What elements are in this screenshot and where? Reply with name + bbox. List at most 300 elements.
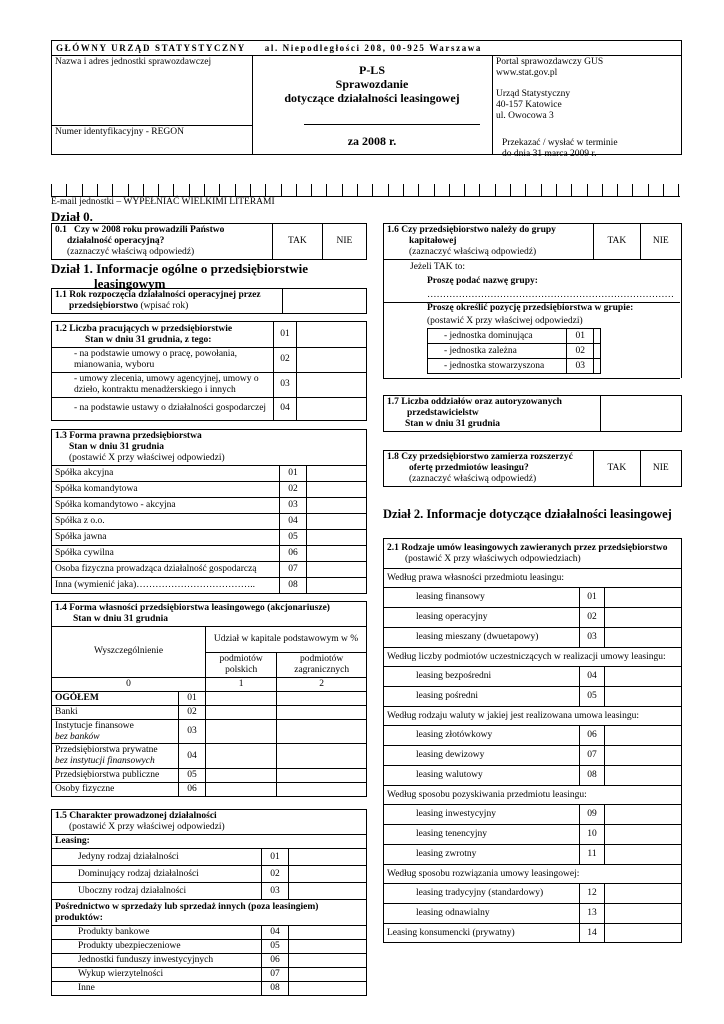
q12-row-input[interactable] [297, 397, 367, 420]
office-1: Urząd Statystyczny [496, 89, 571, 99]
row-input[interactable] [605, 845, 682, 865]
q16-table [383, 223, 682, 260]
row-label: leasing mieszany (dwuetapowy) [384, 628, 580, 648]
email-char-box [495, 184, 496, 196]
row-input[interactable] [307, 497, 367, 513]
q18-nie[interactable]: NIE [640, 451, 681, 487]
row-code: 01 [280, 465, 307, 481]
table-row [428, 344, 601, 359]
form-title-2: dotyczące działalności leasingowej [284, 91, 460, 105]
row-input[interactable] [605, 588, 682, 608]
row-input[interactable] [307, 561, 367, 577]
q18-text-1: 1.8 Czy przedsiębiorstwo zamierza rozszerzyć [387, 452, 573, 463]
table-row [384, 588, 682, 608]
row-label [52, 744, 179, 769]
row-label: - jednostka stowarzyszona [428, 359, 567, 374]
row-label: leasing odnawialny [384, 904, 580, 924]
row-code: 03 [179, 719, 206, 744]
table-row [52, 513, 367, 529]
row-code: 05 [280, 529, 307, 545]
row-input[interactable] [289, 883, 367, 900]
row-code: 03 [567, 359, 594, 374]
row-label: Osoba fizyczna prowadząca działalność gospodarczą [52, 561, 280, 577]
row-label: Jednostki funduszy inwestycyjnych [52, 954, 262, 968]
group-header: Według liczby podmiotów uczestniczących w realizacji umowy leasingu: [384, 648, 682, 667]
row-input[interactable] [289, 940, 367, 954]
q12-row-input[interactable] [297, 348, 367, 373]
row-label: Produkty bankowe [52, 926, 262, 940]
q12-row-label: - na podstawie umowy o pracę, powołania, mianowania, wyboru [52, 348, 274, 373]
q18-table [383, 450, 682, 487]
q16-if: Jeżeli TAK to: [410, 262, 465, 272]
email-char-box [128, 184, 129, 196]
row-code: 04 [280, 513, 307, 529]
group-header: Według sposobu rozwiązania umowy leasingowej: [384, 865, 682, 884]
q17-text-2: przedstawicielstw [407, 407, 479, 418]
email-char-box [403, 184, 404, 196]
row-code: 13 [580, 904, 605, 924]
row-label: leasing finansowy [384, 588, 580, 608]
q14-col0: 0 [52, 677, 206, 691]
row-input[interactable] [594, 359, 601, 374]
q16-text-1: 1.6 Czy przedsiębiorstwo należy do grupy [387, 225, 556, 236]
email-char-box [663, 184, 664, 196]
group-header: Według prawa własności przedmiotu leasingu: [384, 569, 682, 588]
dzial0-title: Dział 0. [51, 209, 93, 224]
row-input[interactable] [605, 628, 682, 648]
row-label: Uboczny rodzaj działalności [52, 883, 262, 900]
row-input[interactable] [277, 719, 367, 744]
email-char-box [587, 184, 588, 196]
row-code: 05 [262, 940, 289, 954]
q14-text-2: Stan w dniu 31 grudnia [73, 613, 169, 624]
row-code: 05 [580, 687, 605, 707]
row-input[interactable] [289, 926, 367, 940]
row-code: 03 [580, 628, 605, 648]
email-char-box [357, 184, 358, 196]
row-code: 04 [262, 926, 289, 940]
row-input[interactable] [605, 608, 682, 628]
table-row [428, 329, 601, 344]
row-code: 04 [580, 667, 605, 687]
email-char-box [281, 184, 282, 196]
row-input[interactable] [277, 744, 367, 769]
form-code: P-LS [358, 63, 385, 77]
row-label [52, 769, 179, 783]
q11-input[interactable] [283, 289, 367, 314]
table-row [52, 561, 367, 577]
q13-text-1: 1.3 Forma prawna przedsiębiorstwa [55, 431, 202, 441]
q13-table [51, 429, 367, 594]
table-row [52, 849, 367, 866]
row-label: Inne [52, 982, 262, 996]
group-header-row [384, 707, 682, 726]
row-input[interactable] [605, 884, 682, 904]
table-row [52, 465, 367, 481]
office-3: ul. Owocowa 3 [496, 111, 554, 121]
row-code: 10 [580, 825, 605, 845]
row-code: 12 [580, 884, 605, 904]
row-label: Spółka cywilna [52, 545, 280, 561]
row-input[interactable] [605, 726, 682, 746]
table-row [384, 845, 682, 865]
row-label-main: Osoby fizyczne [55, 784, 115, 795]
q16-text-2: kapitałowej [409, 236, 457, 247]
table-row [52, 744, 367, 769]
email-label: E-mail jednostki – WYPEŁNIAĆ WIELKIMI LITERAMI [51, 197, 275, 207]
email-char-box [372, 184, 373, 196]
q21-last-code: 14 [580, 924, 605, 943]
row-code: 08 [580, 766, 605, 786]
group-header-row [384, 648, 682, 667]
row-input[interactable] [307, 513, 367, 529]
row-code: 07 [280, 561, 307, 577]
q12-table [51, 321, 367, 421]
row-input[interactable] [206, 705, 277, 719]
row-label: Spółka komandytowo - akcyjna [52, 497, 280, 513]
q16-dots[interactable]: …………………………………………………………………… [427, 290, 674, 300]
email-char-box [296, 184, 297, 196]
q16-pos: Proszę określić pozycję przedsiębiorstwa w grupie: [427, 303, 634, 313]
table-row [52, 497, 367, 513]
table-row [52, 866, 367, 883]
row-label: leasing zwrotny [384, 845, 580, 865]
table-row [384, 766, 682, 786]
q14-table [51, 601, 367, 797]
email-char-box [204, 184, 205, 196]
row-code: 08 [280, 577, 307, 593]
row-label: leasing inwestycyjny [384, 805, 580, 825]
email-char-box [97, 184, 98, 196]
q21-last-label: Leasing konsumencki (prywatny) [384, 924, 580, 943]
group-header: Według sposobu pozyskiwania przedmiotu leasingu: [384, 786, 682, 805]
row-code: 01 [179, 691, 206, 705]
row-input[interactable] [307, 465, 367, 481]
row-label: Wykup wierzytelności [52, 968, 262, 982]
row-label [52, 719, 179, 744]
row-label: Inna (wymienić jaka)……………………………….. [52, 577, 280, 593]
table-row [52, 719, 367, 744]
email-char-box [602, 184, 603, 196]
row-code: 01 [580, 588, 605, 608]
q16-tak[interactable]: TAK [594, 224, 641, 260]
q15-table [51, 809, 367, 996]
table-row [384, 628, 682, 648]
q12-row-label: - na podstawie ustawy o działalności gospodarczej [52, 397, 274, 420]
q21-text-1: 2.1 Rodzaje umów leasingowych zawieranych przez przedsiębiorstwo [387, 542, 668, 553]
q14-spec: Wyszczególnienie [52, 626, 206, 677]
row-input[interactable] [605, 805, 682, 825]
email-char-box [51, 184, 52, 196]
q14-col1: 1 [206, 677, 277, 691]
email-char-box [541, 184, 542, 196]
header-top-line: GŁÓWNY URZĄD STATYSTYCZNY al. Niepodległości 208, 00-925 Warszawa [56, 43, 482, 53]
table-row [52, 577, 367, 593]
q12-row-code: 04 [274, 397, 297, 420]
row-label: - jednostka dominująca [428, 329, 567, 344]
table-row [384, 805, 682, 825]
row-input[interactable] [289, 849, 367, 866]
row-code: 08 [262, 982, 289, 996]
portal-2: www.stat.gov.pl [496, 68, 558, 78]
q12-row-label: - umowy zlecenia, umowy agencyjnej, umowy o dzieło, kontraktu menadżerskiego i innych [52, 372, 274, 397]
q12-code: 01 [274, 322, 297, 348]
row-input[interactable] [594, 344, 601, 359]
email-char-box [648, 184, 649, 196]
row-code: 06 [580, 726, 605, 746]
q12-row-code: 02 [274, 348, 297, 373]
table-row [52, 926, 367, 940]
q18-tak[interactable]: TAK [594, 451, 641, 487]
row-input[interactable] [605, 766, 682, 786]
row-input[interactable] [277, 705, 367, 719]
q17-text-3: Stan w dniu 31 grudnia [405, 418, 501, 429]
table-row [384, 608, 682, 628]
q16-group: Proszę podać nazwę grupy: [427, 276, 538, 286]
row-code: 04 [179, 744, 206, 769]
table-row [384, 726, 682, 746]
row-label: leasing tenencyjny [384, 825, 580, 845]
row-label: leasing złotówkowy [384, 726, 580, 746]
email-char-box [449, 184, 450, 196]
q12-row-code: 03 [274, 372, 297, 397]
q12-row-input[interactable] [297, 372, 367, 397]
header-box [51, 40, 682, 159]
row-input[interactable] [206, 691, 277, 705]
row-input[interactable] [307, 577, 367, 593]
table-row [428, 359, 601, 374]
row-label: Spółka jawna [52, 529, 280, 545]
q01-text-2: działalność operacyjną? [67, 236, 165, 247]
q15-leasing: Leasing: [52, 835, 367, 849]
row-label: leasing bezpośredni [384, 667, 580, 687]
row-code: 03 [280, 497, 307, 513]
row-label-main: Instytucje finansowe [55, 720, 134, 731]
row-label: Jedyny rodzaj działalności [52, 849, 262, 866]
row-input[interactable] [206, 769, 277, 783]
row-code: 06 [179, 783, 206, 797]
row-code: 11 [580, 845, 605, 865]
q11-note: (wpisać rok) [140, 300, 189, 311]
row-label: Produkty ubezpieczeniowe [52, 940, 262, 954]
q01-table [51, 223, 367, 260]
email-char-box [464, 184, 465, 196]
q21-note: (postawić X przy właściwych odpowiedziach) [405, 553, 581, 564]
group-header-row [384, 569, 682, 588]
row-input[interactable] [605, 687, 682, 707]
table-row [384, 746, 682, 766]
table-row [52, 545, 367, 561]
table-row [52, 481, 367, 497]
q12-text-2: Stan w dniu 31 grudnia, z tego: [85, 334, 212, 345]
row-input[interactable] [206, 783, 277, 797]
q17-text-1: 1.7 Liczba oddziałów oraz autoryzowanych [387, 397, 562, 407]
q14-text-1: 1.4 Forma własności przedsiębiorstwa leasingowego (akcjonariusze) [55, 603, 330, 613]
q17-table [383, 395, 682, 432]
table-row [52, 940, 367, 954]
deadline-2: do dnia 31 marca 2009 r. [502, 149, 597, 159]
email-char-box [556, 184, 557, 196]
email-char-box [82, 184, 83, 196]
row-label [52, 691, 179, 705]
row-label-main: Przedsiębiorstwa prywatne [55, 745, 158, 756]
email-char-box [143, 184, 144, 196]
row-code: 06 [280, 545, 307, 561]
email-char-box [326, 184, 327, 196]
row-label: - jednostka zależna [428, 344, 567, 359]
row-label: Spółka akcyjna [52, 465, 280, 481]
table-row [52, 954, 367, 968]
email-char-box [112, 184, 113, 196]
row-label-sub: bez instytucji finansowych [55, 756, 155, 767]
q16-pos-note: (postawić X przy właściwej odpowiedzi) [427, 316, 583, 326]
email-char-box [632, 184, 633, 196]
row-code: 02 [262, 866, 289, 883]
q12-input[interactable] [297, 322, 367, 348]
q01-note: (zaznaczyć właściwą odpowiedź) [67, 246, 195, 257]
table-row [384, 884, 682, 904]
row-code: 07 [262, 968, 289, 982]
form-title-1: Sprawozdanie [335, 77, 409, 91]
regon-label: Numer identyfikacyjny - REGON [55, 127, 185, 137]
row-label: leasing operacyjny [384, 608, 580, 628]
q21-last-input[interactable] [605, 924, 682, 943]
q18-note: (zaznaczyć właściwą odpowiedź) [409, 473, 537, 484]
q01-num: 0.1 [55, 225, 67, 236]
row-label: leasing dewizowy [384, 746, 580, 766]
q14-pl: podmiotów polskich [206, 652, 277, 677]
row-code: 02 [580, 608, 605, 628]
table-row [52, 883, 367, 900]
q16-nie[interactable]: NIE [640, 224, 681, 260]
q21-table [383, 538, 682, 943]
deadline-1: Przekazać / wysłać w terminie [502, 138, 618, 148]
row-code: 06 [262, 954, 289, 968]
group-header-row [384, 865, 682, 884]
table-row [384, 687, 682, 707]
table-row [384, 825, 682, 845]
q01-text-1: Czy w 2008 roku prowadzili Państwo [74, 225, 225, 236]
row-input[interactable] [605, 825, 682, 845]
email-char-box [571, 184, 572, 196]
row-input[interactable] [307, 545, 367, 561]
table-row [384, 904, 682, 924]
table-row [52, 968, 367, 982]
portal-1: Portal sprawozdawczy GUS [496, 57, 604, 67]
name-address-label: Nazwa i adres jednostki sprawozdawczej [55, 57, 212, 67]
q14-col2: 2 [277, 677, 367, 691]
q14-share: Udział w kapitale podstawowym w % [206, 626, 367, 652]
q15-text-1: 1.5 Charakter prowadzonej działalności [55, 811, 217, 822]
row-code: 01 [567, 329, 594, 344]
email-char-box [342, 184, 343, 196]
table-row [52, 691, 367, 705]
q11-text-1: 1.1 Rok rozpoczęcia działalności operacyjnej przez [55, 290, 261, 300]
q15-note: (postawić X przy właściwej odpowiedzi) [69, 822, 225, 832]
row-input[interactable] [307, 481, 367, 497]
row-input[interactable] [277, 691, 367, 705]
row-input[interactable] [206, 719, 277, 744]
dzial2-title: Dział 2. Informacje dotyczące działalności leasingowej [383, 507, 672, 521]
row-input[interactable] [307, 529, 367, 545]
row-input[interactable] [206, 744, 277, 769]
row-input[interactable] [289, 982, 367, 996]
row-input[interactable] [277, 783, 367, 797]
email-char-box [311, 184, 312, 196]
table-row [52, 705, 367, 719]
row-input[interactable] [289, 954, 367, 968]
q01-nie[interactable]: NIE [322, 224, 366, 260]
row-code: 05 [179, 769, 206, 783]
row-input[interactable] [289, 968, 367, 982]
dzial1-title-1: Dział 1. Informacje ogólne o przedsiębiorstwie [51, 261, 309, 276]
row-label: leasing walutowy [384, 766, 580, 786]
row-label: leasing pośredni [384, 687, 580, 707]
q11-table [51, 288, 367, 314]
row-label [52, 783, 179, 797]
email-char-box [525, 184, 526, 196]
q15-posr: Pośrednictwo w sprzedaży lub sprzedaż innych (poza leasingiem) produktów: [52, 900, 367, 926]
row-input[interactable] [605, 667, 682, 687]
row-code: 01 [262, 849, 289, 866]
row-code: 02 [280, 481, 307, 497]
q12-text-1: 1.2 Liczba pracujących w przedsiębiorstwie [55, 323, 233, 334]
row-label-main: Przedsiębiorstwa publiczne [55, 770, 160, 781]
row-label [52, 705, 179, 719]
row-label-main: Banki [55, 706, 78, 717]
q18-text-2: ofertę przedmiotów leasingu? [409, 463, 529, 474]
q17-input[interactable] [601, 396, 682, 432]
row-code: 07 [580, 746, 605, 766]
email-input[interactable] [51, 184, 680, 197]
email-char-box [189, 184, 190, 196]
group-header: Według rodzaju waluty w jakiej jest realizowana umowa leasingu: [384, 707, 682, 726]
q16-note: (zaznaczyć właściwą odpowiedź) [409, 246, 537, 257]
email-char-box [678, 184, 679, 196]
row-code: 03 [262, 883, 289, 900]
email-char-box [250, 184, 251, 196]
row-label: Dominujący rodzaj działalności [52, 866, 262, 883]
email-char-box [235, 184, 236, 196]
q16-pos-table [427, 328, 601, 374]
row-label: Spółka komandytowa [52, 481, 280, 497]
email-char-box [66, 184, 67, 196]
q01-tak[interactable]: TAK [273, 224, 323, 260]
row-input[interactable] [277, 769, 367, 783]
row-input[interactable] [594, 329, 601, 344]
row-input[interactable] [289, 866, 367, 883]
office-2: 40-157 Katowice [496, 100, 562, 110]
dzial1-title-2: leasingowym [94, 276, 166, 291]
row-input[interactable] [605, 746, 682, 766]
email-char-box [510, 184, 511, 196]
email-char-box [479, 184, 480, 196]
email-char-box [265, 184, 266, 196]
table-row [52, 769, 367, 783]
table-row [52, 529, 367, 545]
email-char-box [418, 184, 419, 196]
period: za 2008 r. [347, 134, 397, 148]
row-label-main: OGÓŁEM [55, 692, 99, 703]
row-input[interactable] [605, 904, 682, 924]
table-row [384, 667, 682, 687]
email-char-box [158, 184, 159, 196]
row-label-sub: bez banków [55, 731, 100, 742]
row-code: 09 [580, 805, 605, 825]
email-char-box [219, 184, 220, 196]
email-char-box [434, 184, 435, 196]
q11-text-2: przedsiębiorstwo [69, 300, 139, 311]
